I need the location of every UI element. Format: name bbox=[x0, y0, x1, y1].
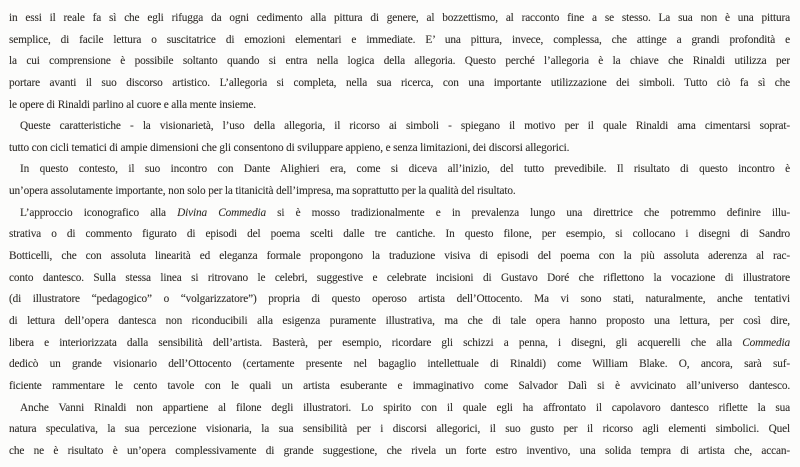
paragraph bbox=[9, 8, 790, 116]
text-line: un’opera assolutamente importante, non solo per la titanicità dell’impresa, ma soprattutto per la qualità del risultato. bbox=[9, 185, 516, 198]
text-line: libera e interiorizzata dalla sensibilità dell’artista. Basterà, per esempio, ricordare gli schizzi a penna, i disegni, gli acquerelli che alla Commedia bbox=[9, 336, 790, 349]
text-line: tutto con cicli tematici di ampie dimensioni che gli consentono di sviluppare appieno, e senza limitazioni, dei discorsi allegorici. bbox=[9, 141, 570, 154]
text-line: dedicò un grande visionario dell’Ottocento (certamente presente nel bagaglio intellettuale di Rinaldi) come William Blake. O, ancora, sarà suf- bbox=[9, 358, 790, 371]
text-line: strativa o di commento figurato di episodi del poema scelti dalle tre cantiche. In questo filone, per esempio, si collocano i disegni di Sandro bbox=[9, 228, 790, 241]
text-line: Queste caratteristiche - la visionarietà, l’uso della allegoria, il ricorso ai simboli - spiegano il motivo per il quale Rinaldi ama cimentarsi soprat- bbox=[20, 120, 790, 133]
text-line: portare avanti il suo discorso artistico. L’allegoria si completa, nella sua ricerca, con una importante utilizzazione dei simboli. Tutto ciò fa sì che bbox=[9, 76, 790, 89]
text-line: la cui comprensione è possibile soltanto quando si entra nella logica della allegoria. Questo perché l’allegoria è la chiave che Rinaldi utilizza per bbox=[9, 55, 790, 68]
text-line: semplice, di facile lettura o suscitatrice di emozioni elementari e immediate. E’ una pittura, invece, complessa, che attinge a grandi profondità e bbox=[9, 33, 790, 46]
text-line: che ne è risultato è un’opera complessivamente di grande suggestione, che rivela un forte estro inventivo, una solida tempra di artista che, accan- bbox=[9, 444, 790, 457]
text-line: le opere di Rinaldi parlino al cuore e alla mente insieme. bbox=[9, 98, 256, 111]
text-line: in essi il reale fa sì che egli rifugga da ogni cedimento alla pittura di genere, al bozzettismo, al racconto fine a se stesso. La sua non è una pittura bbox=[9, 12, 790, 24]
paragraph bbox=[9, 116, 790, 159]
text-line: ficiente rammentare le cento tavole con le quali un artista esuberante e immaginativo come Salvador Dalì si è avvicinato all’universo dantesco. bbox=[9, 379, 790, 392]
paragraph bbox=[9, 398, 790, 463]
text-line: L’approccio iconografico alla Divina Commedia si è mosso tradizionalmente e in prevalenza lungo una direttrice che potremmo definire illu- bbox=[20, 206, 790, 219]
text-line: conto dantesco. Sulla stessa linea si ritrovano le celebri, suggestive e celebrate incisioni di Gustavo Doré che riflettono la vocazione di illustratore bbox=[9, 271, 790, 284]
paragraph bbox=[9, 203, 790, 398]
paragraph bbox=[9, 159, 790, 202]
text-line: natura speculativa, la sua percezione visionaria, la sua sensibilità per i discorsi allegorici, il suo gusto per il ricorso agli elementi simbolici. Quel bbox=[9, 423, 790, 436]
text-line: Botticelli, che con assoluta linearità ed eleganza formale propongono la traduzione visiva di episodi del poema con la più assoluta aderenza al rac- bbox=[9, 250, 790, 263]
text-line: In questo contesto, il suo incontro con Dante Alighieri era, come si diceva all’inizio, del tutto prevedibile. Il risultato di questo incontro è bbox=[20, 163, 790, 176]
text-line: Anche Vanni Rinaldi non appartiene al filone degli illustratori. Lo spirito con il quale egli ha affrontato il capolavoro dantesco riflette la sua bbox=[20, 401, 790, 414]
text-line: di lettura dell’opera dantesca non riconducibili alla esigenza puramente illustrativa, ma che di tale opera hanno proposto una lettura, per così dire, bbox=[9, 314, 790, 327]
text-line: (di illustratore “pedagogico” o “volgarizzatore”) propria di questo operoso artista dell’Ottocento. Ma vi sono stati, naturalmente, anche tentativi bbox=[9, 293, 790, 306]
